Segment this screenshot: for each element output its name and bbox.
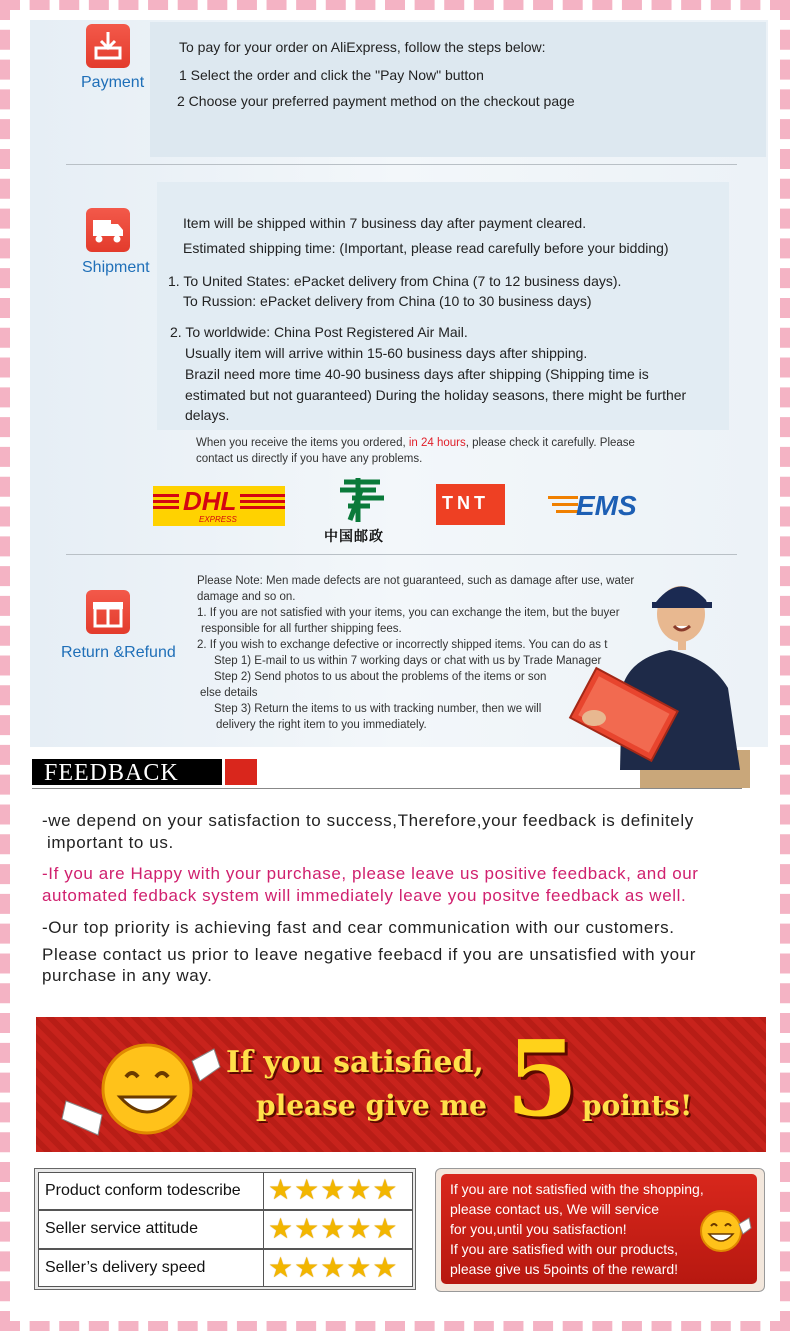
shipment-line-8: estimated but not guaranteed) During the holiday seasons, there might be further: [185, 387, 687, 403]
gift-icon: [86, 590, 130, 634]
divider: [66, 164, 737, 165]
return-refund-label: Return &Refund: [61, 644, 176, 661]
shipment-line-1: Item will be shipped within 7 business day after payment cleared.: [183, 215, 587, 231]
rating-stars: [263, 1210, 413, 1249]
return-line-4: responsible for all further shipping fees.: [201, 623, 402, 635]
rating-label: Seller service attitude: [38, 1210, 264, 1249]
notice-line-3: for you,until you satisfaction!: [450, 1221, 627, 1237]
satisfaction-notice-inner: [441, 1174, 757, 1284]
feedback-title: FEEDBACK: [32, 759, 222, 785]
return-line-2: damage and so on.: [197, 591, 296, 603]
payment-line-2: 1 Select the order and click the "Pay Now" button: [179, 67, 484, 83]
banner-points: points!: [582, 1089, 693, 1122]
return-line-10: delivery the right item to you immediately.: [216, 719, 427, 731]
china-post-text: 中国邮政: [324, 528, 384, 544]
return-line-3: 1. If you are not satisfied with your items, you can exchange the item, but the buyer: [197, 607, 620, 619]
shipment-line-7: Brazil need more time 40-90 business days after shipping (Shipping time is: [185, 366, 649, 382]
rating-label: Seller’s delivery speed: [38, 1249, 264, 1287]
payment-line-3: 2 Choose your preferred payment method on the checkout page: [177, 93, 575, 109]
shipment-line-6: Usually item will arrive within 15-60 business days after shipping.: [185, 345, 588, 361]
star-icons: ★★★★★: [268, 1213, 399, 1244]
notice-line-5: please give us 5points of the reward!: [450, 1261, 679, 1277]
shipment-note-line-2: contact us directly if you have any problems.: [196, 453, 423, 465]
shipment-note-text-2: , please check it carefully. Please: [465, 437, 635, 449]
feedback-line-3: -If you are Happy with your purchase, please leave us positive feedback, and our: [42, 864, 699, 883]
ems-logo: [548, 490, 643, 524]
shipment-line-3: 1. To United States: ePacket delivery from China (7 to 12 business days).: [168, 273, 622, 289]
rating-label: Product conform todescribe: [38, 1172, 264, 1210]
truck-icon: [86, 208, 130, 252]
dhl-logo: [153, 486, 285, 526]
feedback-red-block: [225, 759, 257, 785]
star-icons: ★★★★★: [268, 1252, 399, 1283]
banner-five: 5: [506, 1017, 579, 1140]
feedback-line-5: -Our top priority is achieving fast and cear communication with our customers.: [42, 918, 675, 937]
ems-logo-text: EMS: [576, 490, 637, 521]
feedback-underline: [32, 788, 742, 789]
return-line-9: Step 3) Return the items to us with tracking number, then we will: [214, 703, 542, 715]
smiley-thumbs-up-icon: [52, 1023, 222, 1148]
shipment-note-text: When you receive the items you ordered,: [196, 437, 409, 449]
tnt-logo-text: TNT: [442, 493, 489, 513]
feedback-line-7: purchase in any way.: [42, 966, 213, 985]
smiley-icon: [693, 1206, 753, 1256]
shipment-note-highlight: in 24 hours: [408, 437, 466, 449]
banner-line-1: If you satisfied,: [226, 1045, 484, 1080]
return-line-7: Step 2) Send photos to us about the problems of the items or son: [214, 671, 547, 683]
ratings-table: [34, 1168, 416, 1290]
return-line-8: else details: [200, 687, 258, 699]
shipment-line-5: 2. To worldwide: China Post Registered Air Mail.: [170, 324, 468, 340]
shipment-note: [196, 437, 635, 449]
banner-line-2: please give me: [256, 1089, 487, 1122]
tnt-logo: [436, 484, 505, 525]
feedback-header: [32, 759, 257, 785]
china-post-logo: [322, 476, 398, 546]
feedback-line-1: -we depend on your satisfaction to success,Therefore,your feedback is definitely: [42, 811, 694, 830]
feedback-line-6: Please contact us prior to leave negative feebacd if you are unsatisfied with your: [42, 945, 696, 964]
feedback-line-2: important to us.: [47, 833, 174, 852]
five-points-banner: [36, 1017, 766, 1152]
delivery-man-image: [560, 570, 768, 788]
return-line-5: 2. If you wish to exchange defective or incorrectly shipped items. You can do as t: [197, 639, 608, 651]
dhl-logo-text: DHL: [179, 487, 240, 515]
satisfaction-notice: [435, 1168, 765, 1292]
shipment-line-9: delays.: [185, 407, 230, 423]
star-icons: ★★★★★: [268, 1174, 399, 1205]
return-line-1: Please Note: Men made defects are not guaranteed, such as damage after use, water: [197, 575, 635, 587]
feedback-line-4: automated fedback system will immediately leave you positve feedback as well.: [42, 886, 687, 905]
notice-line-4: If you are satisfied with our products,: [450, 1241, 678, 1257]
shipment-line-4: To Russion: ePacket delivery from China (10 to 30 business days): [183, 293, 592, 309]
divider: [66, 554, 737, 555]
dhl-logo-subtext: EXPRESS: [199, 515, 237, 524]
payment-line-1: To pay for your order on AliExpress, follow the steps below:: [179, 39, 546, 55]
notice-line-1: If you are not satisfied with the shopping,: [450, 1181, 704, 1197]
notice-line-2: please contact us, We will service: [450, 1201, 660, 1217]
shipment-label: Shipment: [82, 259, 150, 276]
payment-label: Payment: [81, 74, 145, 91]
rating-stars: [263, 1249, 413, 1287]
rating-stars: [263, 1172, 413, 1210]
return-line-6: Step 1) E-mail to us within 7 working days or chat with us by Trade Manager: [214, 655, 602, 667]
payment-icon: [86, 24, 130, 68]
shipment-line-2: Estimated shipping time: (Important, please read carefully before your bidding): [183, 240, 669, 256]
